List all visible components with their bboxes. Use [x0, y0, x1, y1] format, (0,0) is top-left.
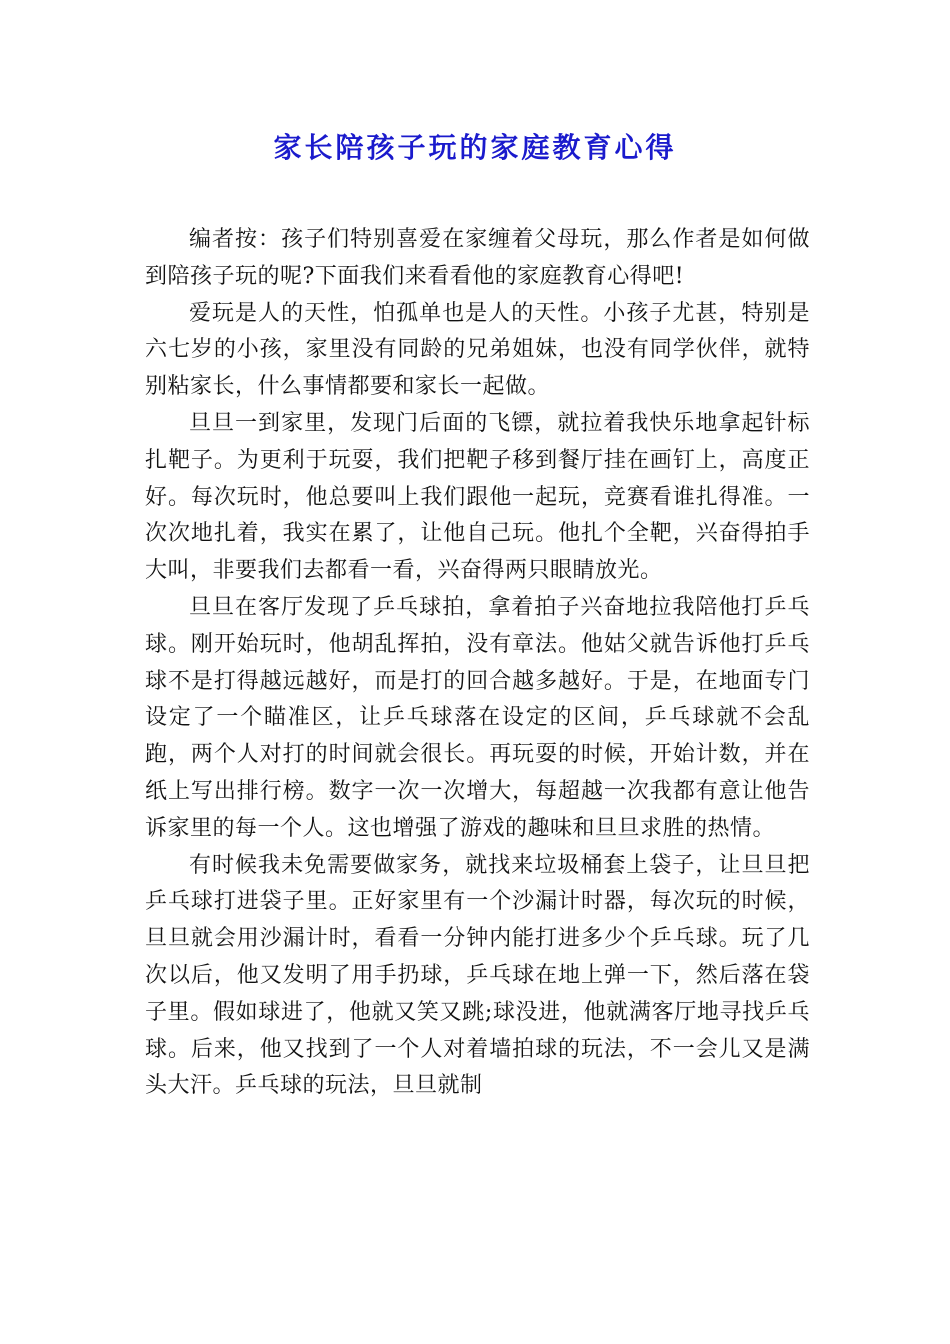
- document-body: [145, 222, 810, 1105]
- paragraph-darts: 旦旦一到家里，发现门后面的飞镖，就拉着我快乐地拿起针标扎靶子。为更利于玩耍，我们把靶子移到餐厅挂在画钉上，高度正好。每次玩时，他总要叫上我们跟他一起玩，竞赛看谁扎得准。一次次地扎着，我实在累了，让他自己玩。他扎个全靶，兴奋得拍手大叫，非要我们去都看一看，兴奋得两只眼睛放光。: [145, 410, 810, 584]
- paragraph-chores-game: 有时候我未免需要做家务，就找来垃圾桶套上袋子，让旦旦把乒乓球打进袋子里。正好家里有一个沙漏计时器，每次玩的时候，旦旦就会用沙漏计时，看看一分钟内能打进多少个乒乓球。玩了几次以后，他又发明了用手扔球，乒乓球在地上弹一下，然后落在袋子里。假如球进了，他就又笑又跳;球没进，他就满客厅地寻找乒乓球。后来，他又找到了一个人对着墙拍球的玩法，不一会儿又是满头大汗。乒乓球的玩法，旦旦就制: [145, 852, 810, 1099]
- document-title: 家长陪孩子玩的家庭教育心得: [273, 131, 677, 164]
- paragraph-editor-note: 编者按：孩子们特别喜爱在家缠着父母玩，那么作者是如何做到陪孩子玩的呢?下面我们来看看他的家庭教育心得吧!: [145, 227, 810, 289]
- paragraph-ping-pong: 旦旦在客厅发现了乒乓球拍，拿着拍子兴奋地拉我陪他打乒乓球。刚开始玩时，他胡乱挥拍，没有章法。他姑父就告诉他打乒乓球不是打得越远越好，而是打的回合越多越好。于是，在地面专门设定了一个瞄准区，让乒乓球落在设定的区间，乒乓球就不会乱跑，两个人对打的时间就会很长。再玩耍的时候，开始计数，并在纸上写出排行榜。数字一次一次增大，每超越一次我都有意让他告诉家里的每一个人。这也增强了游戏的趣味和旦旦求胜的热情。: [145, 594, 810, 841]
- paragraph-intro: 爱玩是人的天性，怕孤单也是人的天性。小孩子尤甚，特别是六七岁的小孩，家里没有同龄的兄弟姐妹，也没有同学伙伴，就特别粘家长，什么事情都要和家长一起做。: [145, 300, 810, 400]
